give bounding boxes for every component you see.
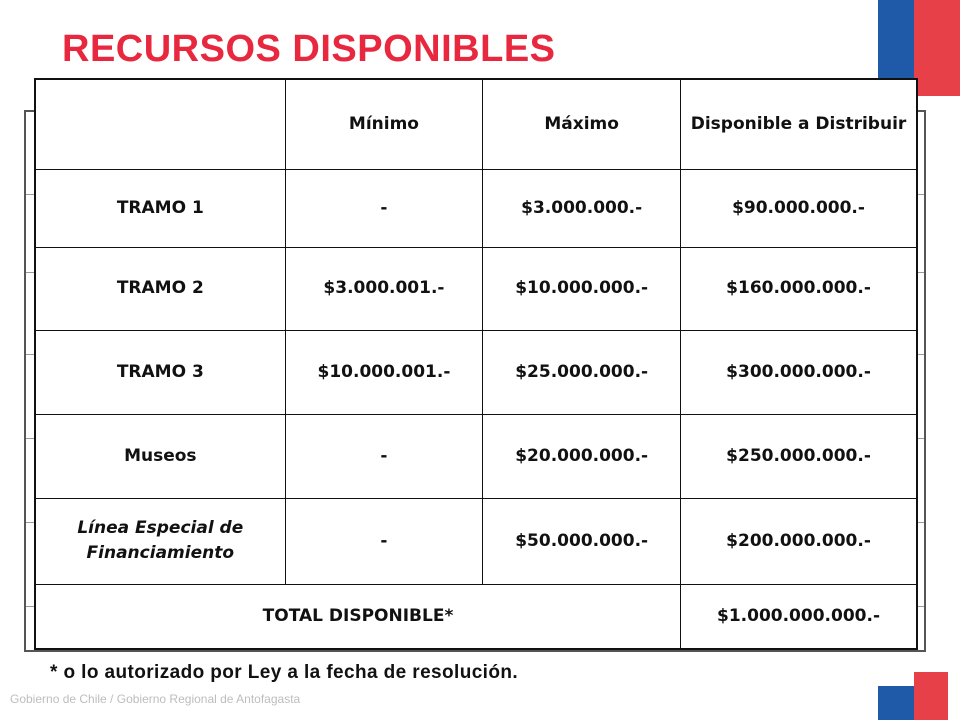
table-row [35,498,917,584]
flag-red-stripe [914,0,960,96]
table-row [35,414,917,498]
row-label: Museos [35,414,285,498]
row-max: $10.000.000.- [483,247,681,330]
row-max: $20.000.000.- [483,414,681,498]
total-label: TOTAL DISPONIBLE* [35,584,681,649]
row-label: TRAMO 2 [35,247,285,330]
header-row [35,79,917,169]
flag-blue-corner [878,686,914,720]
row-max: $25.000.000.- [483,330,681,414]
row-available: $160.000.000.- [681,247,917,330]
footnote: * o lo autorizado por Ley a la fecha de resolución. [50,662,519,683]
total-row [35,584,917,649]
resources-table [34,78,918,650]
header-maximo: Máximo [483,79,681,169]
row-available: $250.000.000.- [681,414,917,498]
row-label: TRAMO 1 [35,169,285,247]
row-label: Línea Especial de Financiamiento [35,498,285,584]
row-available: $300.000.000.- [681,330,917,414]
table-row [35,169,917,247]
row-min: - [285,414,483,498]
row-max: $50.000.000.- [483,498,681,584]
header-cell-empty [35,79,285,169]
total-value: $1.000.000.000.- [681,584,917,649]
row-available: $90.000.000.- [681,169,917,247]
table-row [35,247,917,330]
table-row [35,330,917,414]
header-disponible: Disponible a Distribuir [681,79,917,169]
row-min: - [285,169,483,247]
slide-title: RECURSOS DISPONIBLES [62,28,556,70]
header-minimo: Mínimo [285,79,483,169]
row-label: TRAMO 3 [35,330,285,414]
row-min: $10.000.001.- [285,330,483,414]
row-min: - [285,498,483,584]
flag-red-corner [914,672,948,720]
row-min: $3.000.001.- [285,247,483,330]
row-max: $3.000.000.- [483,169,681,247]
row-available: $200.000.000.- [681,498,917,584]
footer-text: Gobierno de Chile / Gobierno Regional de Antofagasta [10,692,301,706]
